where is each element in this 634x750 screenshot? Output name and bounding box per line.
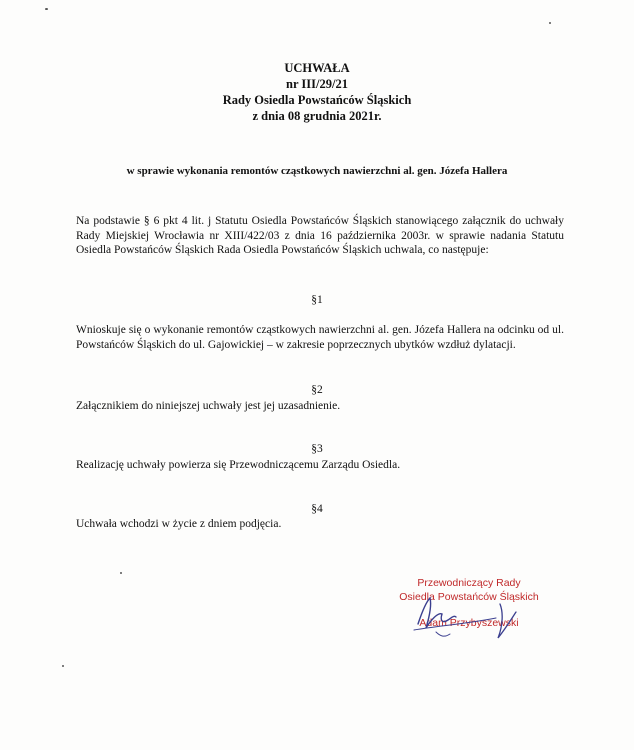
section-text-3: Realizację uchwały powierza się Przewodniczącemu Zarządu Osiedla. [76,459,401,471]
section-mark-1: §1 [311,294,323,306]
stamp-name: Adam Przybyszewski [419,617,519,629]
resolution-title: UCHWAŁA [284,61,350,75]
scan-speck [45,8,48,10]
resolution-body: Rady Osiedla Powstańców Śląskich [222,93,412,107]
section-mark-4: §4 [311,503,323,515]
scan-speck [120,572,122,574]
section-mark-3: §3 [311,443,323,455]
resolution-header [0,60,634,124]
resolution-subject: w sprawie wykonania remontów cząstkowych nawierzchni al. gen. Józefa Hallera [126,165,508,177]
stamp-line-2: Osiedla Powstańców Śląskich [399,590,539,603]
scan-speck [549,22,551,24]
scan-speck [62,665,64,667]
preamble-paragraph: Na podstawie § 6 pkt 4 lit. j Statutu Osiedla Powstańców Śląskich stanowiącego załącznik do uchwały Rady Miejskiej Wrocławia nr XIII/422/03 z dnia 16 października 2003r. w sprawie nadania Statutu Osiedla Powstańców Śląskich Rada Osiedla Powstańców Śląskich uchwala, co następuje: [76,215,564,256]
section-text-1: Wnioskuje się o wykonanie remontów cząstkowych nawierzchni al. gen. Józefa Hallera na odcinku od ul. Powstańców Śląskich do ul. Gajowickiej – w zakresie poprzecznych ubytków wzdłuż dylatacji. [76,324,564,351]
resolution-date: z dnia 08 grudnia 2021r. [252,109,382,123]
resolution-number: nr III/29/21 [286,77,348,91]
stamp-line-1: Przewodniczący Rady [417,577,521,589]
handwritten-signature [396,584,526,644]
section-text-2: Załącznikiem do niniejszej uchwały jest jej uzasadnienie. [76,400,341,412]
section-mark-2: §2 [311,384,323,396]
section-text-4: Uchwała wchodzi w życie z dniem podjęcia. [76,518,282,530]
